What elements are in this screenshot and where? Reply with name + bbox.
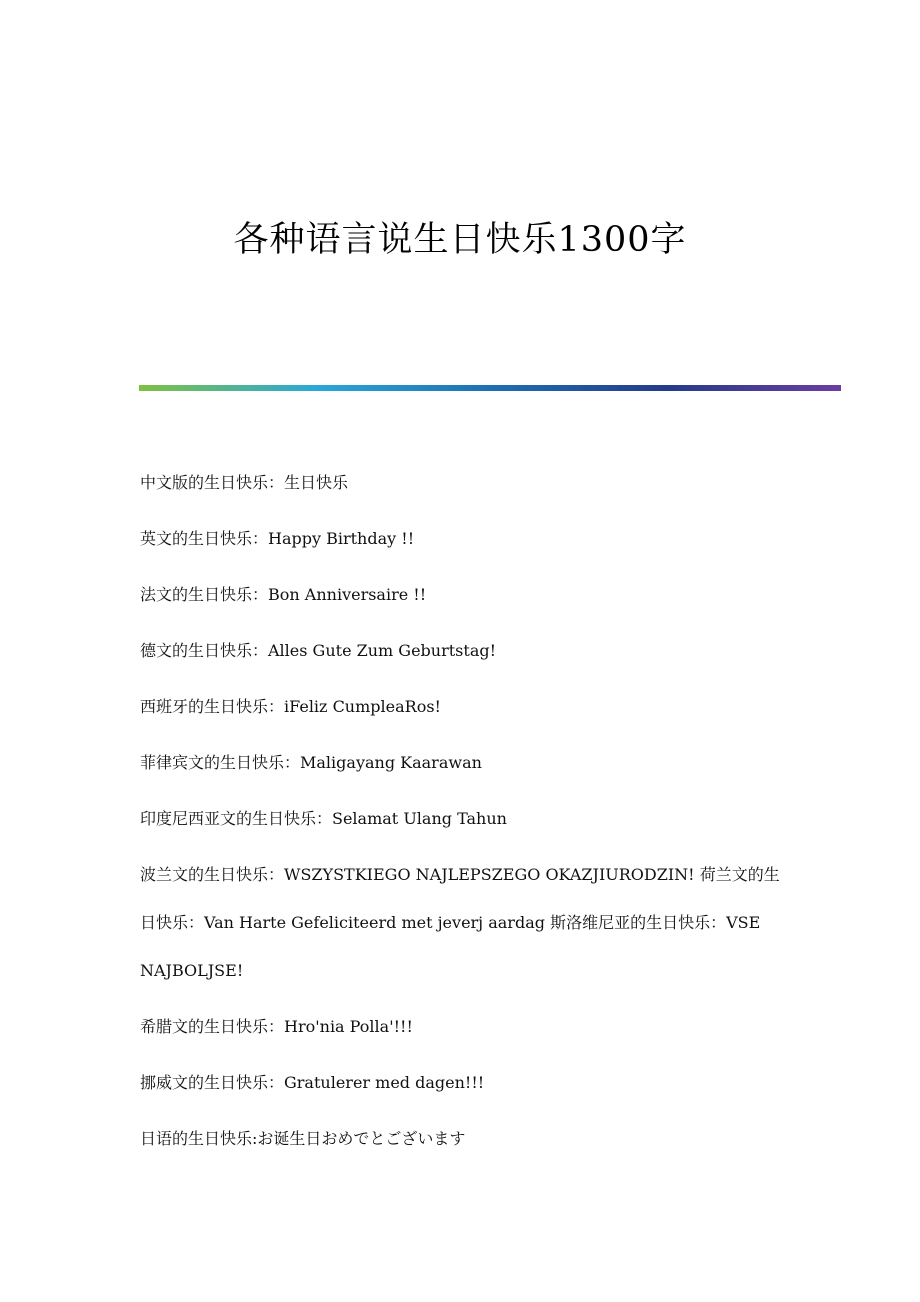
paragraph-norwegian: 挪威文的生日快乐：Gratulerer med dagen!!!	[140, 1073, 485, 1092]
paragraph-spanish: 西班牙的生日快乐：iFeliz CumpleaRos!	[140, 697, 441, 716]
page-title: 各种语言说生日快乐1300字	[233, 220, 687, 260]
paragraph-greek: 希腊文的生日快乐：Hro'nia Polla'!!!	[140, 1017, 413, 1036]
document-body	[140, 470, 785, 1182]
paragraph-filipino: 菲律宾文的生日快乐：Maligayang Kaarawan	[140, 753, 482, 772]
paragraph-japanese: 日语的生日快乐:お诞生日おめでとございます	[140, 1129, 466, 1148]
paragraph-english: 英文的生日快乐：Happy Birthday !!	[140, 529, 415, 548]
paragraph-german: 德文的生日快乐：Alles Gute Zum Geburtstag!	[140, 641, 497, 660]
paragraph-chinese: 中文版的生日快乐：生日快乐	[140, 473, 349, 492]
paragraph-polish-dutch-slovenian: 波兰文的生日快乐：WSZYSTKIEGO NAJLEPSZEGO OKAZJIURODZIN! 荷兰文的生日快乐：Van Harte Gefeliciteerd met jeverj aardag 斯洛维尼亚的生日快乐：VSE NAJBOLJSE!	[140, 865, 780, 980]
paragraph-indonesian: 印度尼西亚文的生日快乐：Selamat Ulang Tahun	[140, 809, 507, 828]
paragraph-french: 法文的生日快乐：Bon Anniversaire !!	[140, 585, 427, 604]
decorative-divider	[139, 385, 841, 391]
